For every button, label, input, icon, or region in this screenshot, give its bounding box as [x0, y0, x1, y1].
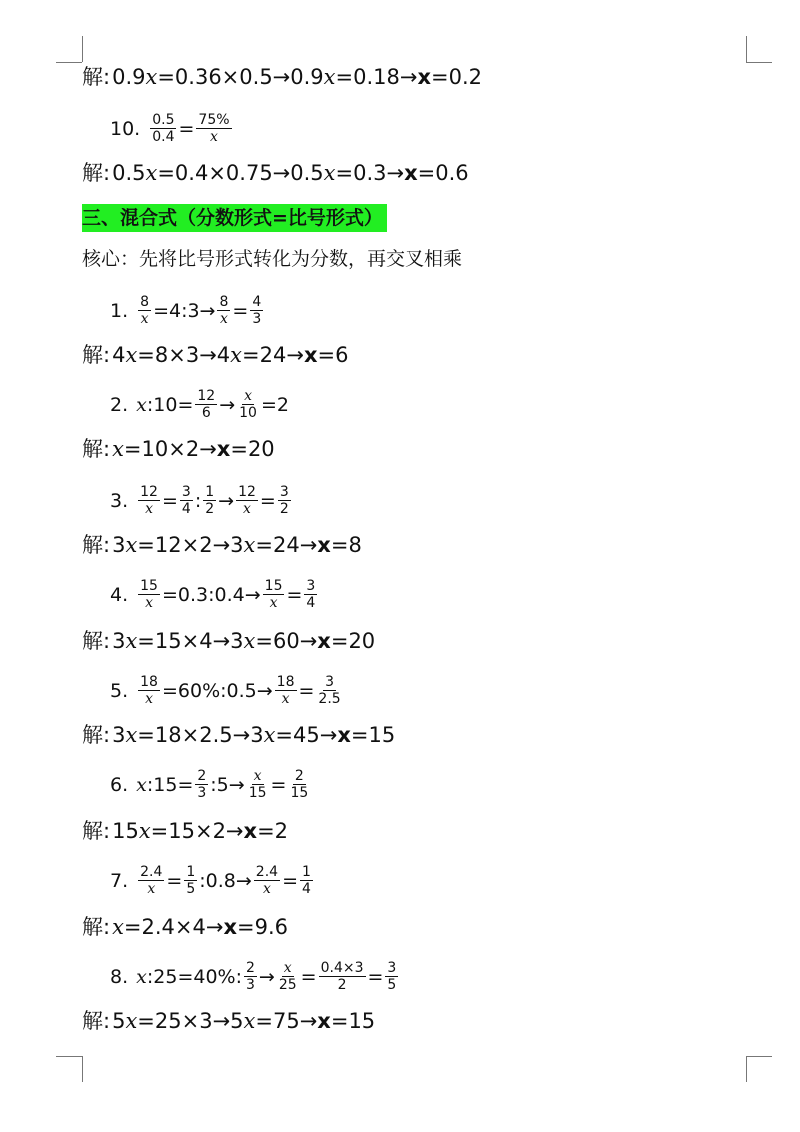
equation: x :10= $\frac{12}{6}$ → $\frac{x}{10}$ =2 [136, 388, 289, 421]
problem-number: 6. [110, 773, 129, 796]
solution-prefix: 解: [82, 533, 111, 557]
equation-line [110, 112, 234, 145]
solution-line [82, 64, 482, 90]
solution-expression: 5 x =25×3→5 x =75→ x =15 [112, 1009, 376, 1033]
solution-prefix: 解: [82, 915, 111, 939]
equation: x :15= $\frac{2}{3}$ :5→ $\frac{x}{15}$ = $\frac{2}{15}$ [136, 768, 309, 801]
problem-number: 5. [110, 679, 129, 702]
equation: $\frac{15}{x}$ =0.3:0.4→ $\frac{15}{x}$ = $\frac{3}{4}$ [140, 578, 316, 611]
equation: $\frac{18}{x}$ =60%:0.5→ $\frac{18}{x}$ = $\frac{3}{2.5}$ [140, 674, 341, 707]
equation-line [110, 578, 319, 611]
equation: $\frac{0.5}{0.4}$ = $\frac{75\%}{x}$ [152, 112, 230, 145]
solution-prefix: 解: [82, 819, 111, 843]
problem-number: 1. [110, 299, 129, 322]
problem-number: 10. [110, 117, 141, 140]
solution-expression: 0.5 x =0.4×0.75→0.5 x =0.3→ x =0.6 [112, 161, 469, 185]
solution-prefix: 解: [82, 343, 111, 367]
equation-line [110, 864, 315, 897]
solution-expression: 0.9 x =0.36×0.5→0.9 x =0.18→ x =0.2 [112, 65, 483, 89]
section-note: 核心：先将比号形式转化为分数，再交叉相乘 [82, 248, 463, 270]
solution-line [82, 160, 469, 186]
solution-expression: 15 x =15×2→ x =2 [112, 819, 289, 843]
solution-expression: 3 x =12×2→3 x =24→ x =8 [112, 533, 362, 557]
solution-prefix: 解: [82, 65, 111, 89]
solution-expression: x =2.4×4→ x =9.6 [112, 915, 289, 939]
solution-prefix: 解: [82, 723, 111, 747]
equation: $\frac{12}{x}$ = $\frac{3}{4}$ : $\frac{1}{2}$ → $\frac{12}{x}$ = $\frac{3}{2}$ [140, 484, 289, 517]
solution-line [82, 914, 288, 940]
solution-prefix: 解: [82, 437, 111, 461]
problem-number: 2. [110, 393, 129, 416]
solution-line [82, 1008, 375, 1034]
problem-number: 7. [110, 869, 129, 892]
solution-prefix: 解: [82, 629, 111, 653]
equation-line [110, 294, 265, 327]
section-heading: 三、混合式（分数形式=比号形式） [82, 204, 387, 232]
solution-line [82, 342, 348, 368]
solution-expression: 3 x =15×4→3 x =60→ x =20 [112, 629, 376, 653]
solution-line [82, 436, 275, 462]
equation: $\frac{8}{x}$ =4:3→ $\frac{8}{x}$ = $\frac{4}{3}$ [140, 294, 262, 327]
solution-line [82, 628, 375, 654]
equation-line [110, 388, 289, 421]
solution-prefix: 解: [82, 161, 111, 185]
solution-line [82, 532, 362, 558]
problem-number: 3. [110, 489, 129, 512]
solution-line [82, 722, 395, 748]
solution-expression: x =10×2→ x =20 [112, 437, 275, 461]
equation: x :25=40%: $\frac{2}{3}$ → $\frac{x}{25}$ = $\frac{0.4\times 3}{2}$ = $\frac{3}{5}$ [136, 960, 397, 993]
solution-prefix: 解: [82, 1009, 111, 1033]
solution-expression: 4 x =8×3→4 x =24→ x =6 [112, 343, 349, 367]
problem-number: 8. [110, 965, 129, 988]
problem-number: 4. [110, 583, 129, 606]
equation-line [110, 484, 293, 517]
equation: $\frac{2.4}{x}$ = $\frac{1}{5}$ :0.8→ $\frac{2.4}{x}$ = $\frac{1}{4}$ [140, 864, 311, 897]
equation-line [110, 960, 400, 993]
solution-expression: 3 x =18×2.5→3 x =45→ x =15 [112, 723, 396, 747]
equation-line [110, 768, 312, 801]
equation-line [110, 674, 345, 707]
solution-line [82, 818, 288, 844]
